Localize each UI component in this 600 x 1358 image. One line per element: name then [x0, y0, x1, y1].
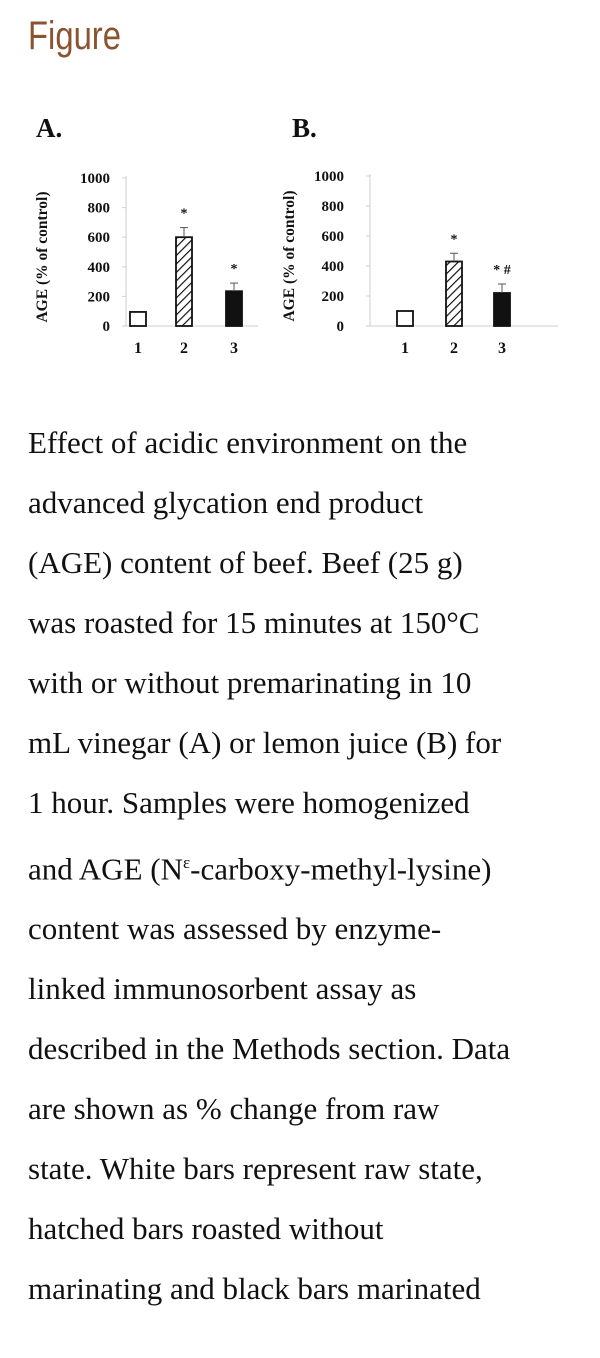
caption-line: state. White bars represent raw state,: [28, 1151, 483, 1187]
y-tick-label: 800: [321, 199, 344, 215]
caption-superscript: ε: [182, 853, 191, 872]
y-tick-label: 0: [102, 319, 110, 335]
x-category-label: 1: [401, 340, 409, 357]
y-tick-label: 400: [87, 259, 110, 276]
y-tick-label: 600: [321, 229, 344, 245]
bar-white: [397, 311, 413, 326]
figure-bar-charts: [0, 100, 600, 370]
bar-black: [226, 291, 242, 326]
caption-line: Effect of acidic environment on the: [28, 425, 468, 460]
caption-line: 1 hour. Samples were homogenized: [28, 785, 470, 820]
figure-caption: [28, 413, 578, 1319]
panel-label: B.: [292, 113, 317, 143]
caption-text: and AGE (N: [28, 851, 183, 887]
caption-line: advanced glycation end product: [28, 485, 424, 520]
caption-line: marinating and black bars marinated: [28, 1271, 481, 1307]
y-tick-label: 200: [321, 289, 344, 305]
y-axis-title: AGE (% of control): [281, 190, 298, 322]
significance-marker: *: [450, 232, 458, 248]
caption-text: -carboxy-methyl-lysine): [190, 851, 492, 887]
panel-label: A.: [36, 113, 63, 143]
y-tick-label: 1000: [80, 171, 110, 187]
x-category-label: 1: [134, 340, 142, 357]
caption-line: mL vinegar (A) or lemon juice (B) for: [28, 725, 502, 760]
y-tick-label: 0: [336, 319, 344, 335]
y-tick-label: 400: [321, 259, 344, 275]
caption-line: [28, 833, 578, 899]
bar-hatched: [176, 237, 192, 326]
x-category-label: 3: [230, 340, 238, 357]
bar-black: [494, 293, 510, 326]
panel-b: [281, 113, 558, 357]
x-category-label: 3: [498, 340, 506, 357]
y-tick-label: 200: [87, 289, 110, 306]
significance-marker: *: [180, 206, 188, 222]
caption-line: content was assessed by enzyme-: [28, 911, 442, 947]
caption-line: (AGE) content of beef. Beef (25 g): [28, 545, 463, 580]
significance-marker: *: [230, 262, 238, 278]
section-heading: Figure: [28, 14, 121, 58]
x-category-label: 2: [450, 340, 458, 357]
caption-line: with or without premarinating in 10: [28, 665, 472, 700]
significance-marker: * #: [493, 263, 511, 278]
bar-hatched: [446, 262, 462, 327]
y-tick-label: 800: [87, 200, 110, 217]
caption-line: hatched bars roasted without: [28, 1211, 384, 1247]
bar-white: [130, 312, 146, 326]
y-axis-title: AGE (% of control): [34, 191, 51, 323]
panel-a: [34, 113, 258, 357]
y-tick-label: 600: [87, 230, 110, 247]
caption-line: are shown as % change from raw: [28, 1091, 440, 1127]
caption-line: was roasted for 15 minutes at 150°C: [28, 605, 480, 640]
caption-line: described in the Methods section. Data: [28, 1031, 511, 1067]
x-category-label: 2: [180, 340, 188, 357]
y-tick-label: 1000: [314, 169, 344, 185]
caption-line: linked immunosorbent assay as: [28, 971, 417, 1007]
